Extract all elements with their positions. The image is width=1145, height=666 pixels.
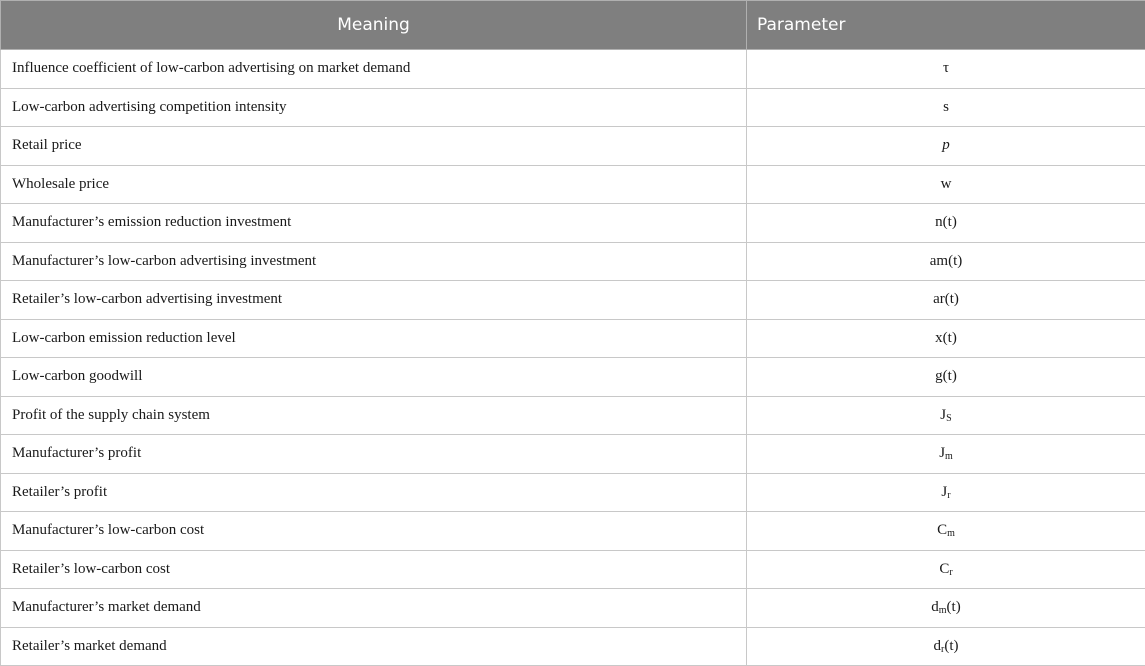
meaning-cell: Low-carbon goodwill bbox=[1, 358, 747, 397]
parameter-subscript: S bbox=[946, 413, 952, 424]
parameter-cell bbox=[747, 589, 1145, 628]
meaning-cell: Retailer’s low-carbon cost bbox=[1, 550, 747, 589]
meaning-cell: Low-carbon advertising competition intensity bbox=[1, 88, 747, 127]
parameter-cell bbox=[747, 204, 1145, 243]
meaning-cell: Manufacturer’s market demand bbox=[1, 589, 747, 628]
table-body bbox=[1, 50, 1145, 666]
header-parameter: Parameter bbox=[747, 1, 1145, 50]
meaning-cell: Low-carbon emission reduction level bbox=[1, 319, 747, 358]
table-row bbox=[1, 396, 1145, 435]
parameter-suffix: (t) bbox=[944, 638, 958, 654]
meaning-cell: Manufacturer’s low-carbon cost bbox=[1, 512, 747, 551]
parameter-subscript: m bbox=[939, 605, 947, 616]
table-row bbox=[1, 165, 1145, 204]
parameter-cell bbox=[747, 165, 1145, 204]
meaning-cell: Wholesale price bbox=[1, 165, 747, 204]
table-row bbox=[1, 473, 1145, 512]
header-meaning: Meaning bbox=[1, 1, 747, 50]
table-row bbox=[1, 435, 1145, 474]
parameter-symbol: d bbox=[933, 638, 941, 654]
parameter-symbol: J bbox=[941, 484, 947, 500]
parameter-symbol: d bbox=[931, 599, 939, 615]
parameter-cell bbox=[747, 473, 1145, 512]
parameter-suffix: (t) bbox=[947, 599, 961, 615]
table-row bbox=[1, 512, 1145, 551]
parameter-subscript: r bbox=[949, 567, 952, 578]
table-row bbox=[1, 204, 1145, 243]
parameter-symbol: J bbox=[940, 407, 946, 423]
meaning-cell: Retailer’s profit bbox=[1, 473, 747, 512]
table-row bbox=[1, 88, 1145, 127]
table-row bbox=[1, 127, 1145, 166]
meaning-cell: Retailer’s market demand bbox=[1, 627, 747, 666]
parameter-cell bbox=[747, 396, 1145, 435]
parameter-symbol: τ bbox=[943, 60, 949, 76]
parameter-subscript: m bbox=[947, 528, 955, 539]
parameter-cell bbox=[747, 435, 1145, 474]
meaning-cell: Retailer’s low-carbon advertising investment bbox=[1, 281, 747, 320]
parameter-symbol: p bbox=[942, 137, 950, 153]
parameter-subscript: m bbox=[945, 451, 953, 462]
header-row bbox=[1, 1, 1145, 50]
parameter-cell bbox=[747, 319, 1145, 358]
parameter-symbol: x(t) bbox=[935, 330, 957, 346]
parameter-cell bbox=[747, 281, 1145, 320]
parameter-subscript: r bbox=[947, 490, 950, 501]
parameter-cell bbox=[747, 50, 1145, 89]
table-row bbox=[1, 319, 1145, 358]
meaning-cell: Manufacturer’s low-carbon advertising investment bbox=[1, 242, 747, 281]
meaning-cell: Manufacturer’s profit bbox=[1, 435, 747, 474]
parameter-symbol: w bbox=[941, 176, 952, 192]
parameter-cell bbox=[747, 550, 1145, 589]
parameter-cell bbox=[747, 242, 1145, 281]
meaning-cell: Influence coefficient of low-carbon advertising on market demand bbox=[1, 50, 747, 89]
table-row bbox=[1, 589, 1145, 628]
meaning-cell: Retail price bbox=[1, 127, 747, 166]
parameter-subscript: r bbox=[941, 644, 944, 655]
table-row bbox=[1, 358, 1145, 397]
parameter-cell bbox=[747, 88, 1145, 127]
parameter-symbol: J bbox=[939, 445, 945, 461]
parameter-symbol: s bbox=[943, 99, 949, 115]
parameter-symbol: ar(t) bbox=[933, 291, 959, 307]
parameter-symbol: C bbox=[937, 522, 947, 538]
table-row bbox=[1, 550, 1145, 589]
table-row bbox=[1, 281, 1145, 320]
parameter-cell bbox=[747, 127, 1145, 166]
parameter-symbol: g(t) bbox=[935, 368, 957, 384]
parameter-symbol: n(t) bbox=[935, 214, 957, 230]
meaning-cell: Profit of the supply chain system bbox=[1, 396, 747, 435]
parameter-symbol: am(t) bbox=[930, 253, 962, 269]
parameter-cell bbox=[747, 358, 1145, 397]
meaning-cell: Manufacturer’s emission reduction investment bbox=[1, 204, 747, 243]
table-row bbox=[1, 242, 1145, 281]
table-row bbox=[1, 50, 1145, 89]
parameter-cell bbox=[747, 512, 1145, 551]
table-row bbox=[1, 627, 1145, 666]
parameter-cell bbox=[747, 627, 1145, 666]
parameter-symbol: C bbox=[939, 561, 949, 577]
